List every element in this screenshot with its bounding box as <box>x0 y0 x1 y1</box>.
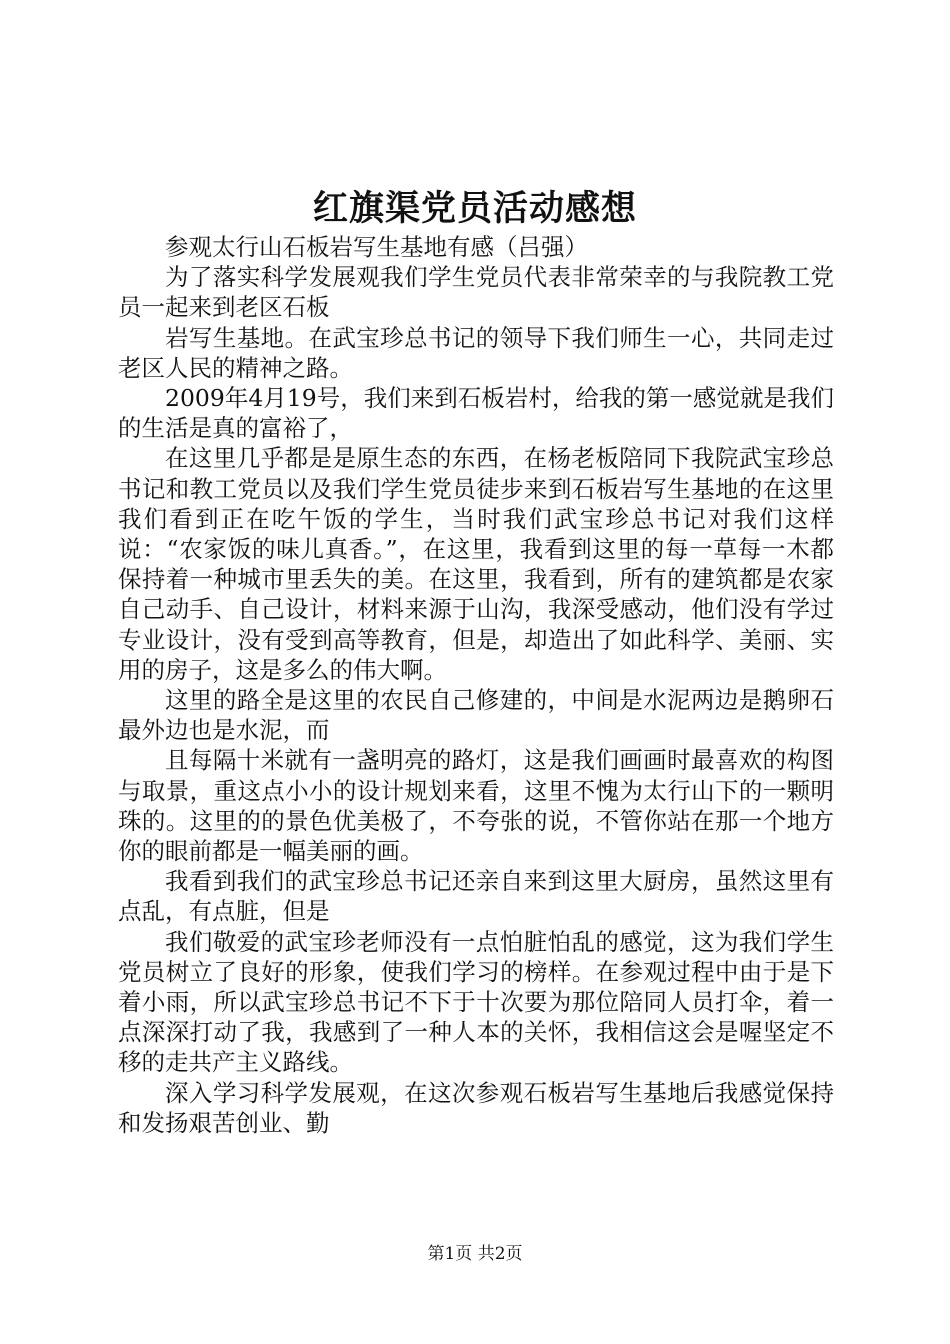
paragraph: 这里的路全是这里的农民自己修建的，中间是水泥两边是鹅卵石最外边也是水泥，而 <box>118 686 834 745</box>
paragraph: 岩写生基地。在武宝珍总书记的领导下我们师生一心，共同走过老区人民的精神之路。 <box>118 323 834 382</box>
paragraph: 我们敬爱的武宝珍老师没有一点怕脏怕乱的感觉，这为我们学生党员树立了良好的形象，使我们学习的榜样。在参观过程中由于是下着小雨，所以武宝珍总书记不下于十次要为那位陪同人员打伞，着一点深深打动了我，我感到了一种人本的关怀，我相信这会是喔坚定不移的走共产主义路线。 <box>118 927 834 1077</box>
paragraph: 我看到我们的武宝珍总书记还亲自来到这里大厨房，虽然这里有点乱，有点脏，但是 <box>118 867 834 926</box>
paragraph: 为了落实科学发展观我们学生党员代表非常荣幸的与我院教工党员一起来到老区石板 <box>118 263 834 322</box>
document-body <box>118 232 834 1138</box>
paragraph: 在这里几乎都是是原生态的东西，在杨老板陪同下我院武宝珍总书记和教工党员以及我们学生党员徒步来到石板岩写生基地的在这里我们看到正在吃午饭的学生，当时我们武宝珍总书记对我们这样说：“农家饭的味儿真香。”，在这里，我看到这里的每一草每一木都保持着一种城市里丢失的美。在这里，我看到，所有的建筑都是农家自己动手、自己设计，材料来源于山沟，我深受感动，他们没有学过专业设计，没有受到高等教育，但是，却造出了如此科学、美丽、实用的房子，这是多么的伟大啊。 <box>118 444 834 684</box>
paragraph: 深入学习科学发展观，在这次参观石板岩写生基地后我感觉保持和发扬艰苦创业、勤 <box>118 1078 834 1137</box>
paragraph: 2009年4月19号，我们来到石板岩村，给我的第一感觉就是我们的生活是真的富裕了， <box>118 384 834 443</box>
page-number-footer: 第1页 共2页 <box>427 1244 523 1264</box>
paragraph: 且每隔十米就有一盏明亮的路灯，这是我们画画时最喜欢的构图与取景，重这点小小的设计规划来看，这里不愧为太行山下的一颗明珠的。这里的的景色优美极了，不夸张的说，不管你站在那一个地方你的眼前都是一幅美丽的画。 <box>118 746 834 866</box>
paragraph: 参观太行山石板岩写生基地有感（吕强） <box>165 233 588 261</box>
document-title: 红旗渠党员活动感想 <box>312 188 637 229</box>
